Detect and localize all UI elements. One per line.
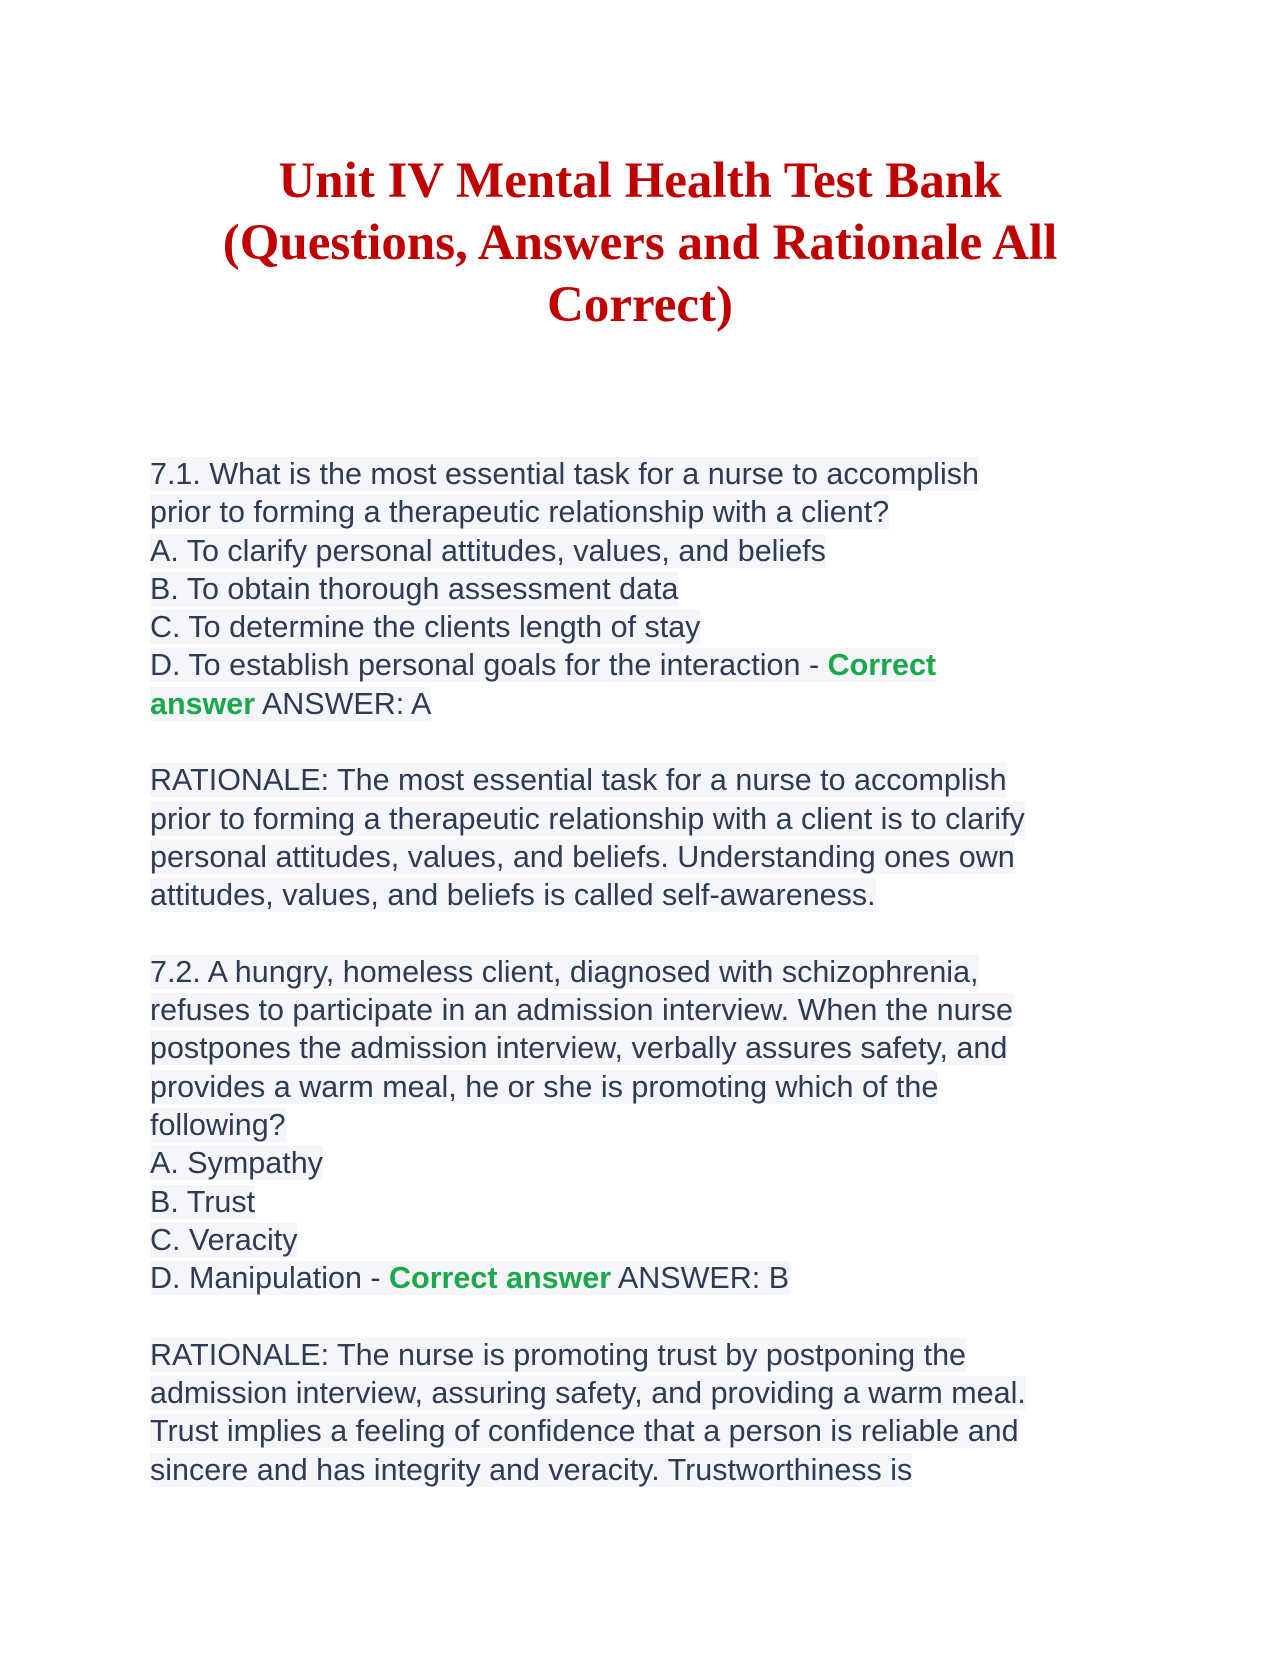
rationale-7-2 — [150, 1336, 1140, 1489]
question-stem-line: 7.2. A hungry, homeless client, diagnosed with schizophrenia, — [150, 954, 979, 989]
option-c: C. To determine the clients length of stay — [150, 610, 701, 645]
question-stem-line: following? — [150, 1108, 286, 1143]
title-line-3: Correct) — [547, 277, 733, 333]
rationale-line: attitudes, values, and beliefs is called self-awareness. — [150, 878, 876, 913]
correct-answer-label: Correct answer — [389, 1261, 612, 1296]
rationale-line: Trust implies a feeling of confidence that a person is reliable and — [150, 1414, 1019, 1449]
rationale-line: admission interview, assuring safety, and providing a warm meal. — [150, 1376, 1026, 1411]
correct-answer-label: answer — [150, 686, 256, 721]
question-stem-line: prior to forming a therapeutic relationship with a client? — [150, 495, 890, 530]
answer-key: ANSWER: B — [611, 1261, 790, 1296]
correct-answer-label: Correct — [827, 648, 937, 683]
option-a: A. Sympathy — [150, 1146, 323, 1181]
option-d: D. Manipulation - — [150, 1261, 390, 1296]
rationale-line: personal attitudes, values, and beliefs. Understanding ones own — [150, 839, 1015, 874]
option-c: C. Veracity — [150, 1222, 298, 1257]
rationale-line: RATIONALE: The nurse is promoting trust by postponing the — [150, 1337, 966, 1372]
rationale-7-1 — [150, 761, 1140, 914]
question-7-1 — [150, 455, 1140, 723]
option-b: B. Trust — [150, 1184, 256, 1219]
title-line-2: (Questions, Answers and Rationale All — [222, 215, 1058, 271]
question-stem-line: refuses to participate in an admission interview. When the nurse — [150, 993, 1013, 1028]
option-a: A. To clarify personal attitudes, values, and beliefs — [150, 533, 826, 568]
option-d: D. To establish personal goals for the interaction - — [150, 648, 828, 683]
title-line-1: Unit IV Mental Health Test Bank — [278, 153, 1002, 209]
rationale-line: RATIONALE: The most essential task for a nurse to accomplish — [150, 763, 1007, 798]
question-7-2 — [150, 953, 1140, 1298]
rationale-line: sincere and has integrity and veracity. Trustworthiness is — [150, 1452, 913, 1487]
option-b: B. To obtain thorough assessment data — [150, 571, 679, 606]
rationale-line: prior to forming a therapeutic relationship with a client is to clarify — [150, 801, 1025, 836]
document-body — [150, 455, 1140, 1489]
answer-key: ANSWER: A — [255, 686, 432, 721]
question-stem-line: postpones the admission interview, verbally assures safety, and — [150, 1031, 1008, 1066]
document-title — [150, 150, 1130, 336]
question-stem-line: provides a warm meal, he or she is promoting which of the — [150, 1069, 939, 1104]
question-stem-line: 7.1. What is the most essential task for a nurse to accomplish — [150, 457, 979, 491]
